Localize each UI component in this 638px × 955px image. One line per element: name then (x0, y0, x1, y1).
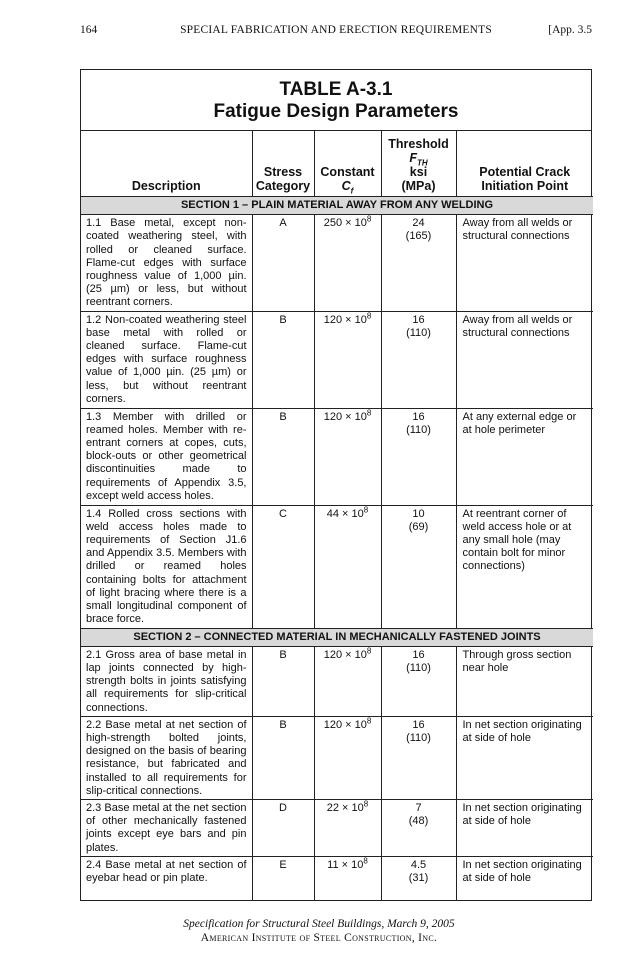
header-row (81, 131, 593, 197)
header-description: Description (81, 131, 252, 197)
row-stress-category: B (252, 646, 314, 716)
row-stress-category: E (252, 856, 314, 901)
row-stress-category: B (252, 716, 314, 799)
table-row (81, 716, 593, 799)
row-threshold: 16 (110) (381, 408, 456, 505)
table-row (81, 800, 593, 857)
row-description: 1.4 Rolled cross sections with weld access holes made to requirements of Section J1.6 and Appendix 3.5. Members with drilled or reamed holes containing bolts for attachment of light bracing where there is a small longitudinal component of brace force. (81, 505, 252, 628)
running-head-title: SPECIAL FABRICATION AND ERECTION REQUIREMENTS (180, 24, 492, 36)
table-row (81, 311, 593, 408)
row-constant: $22 \times 10^8$ (314, 800, 381, 857)
row-constant: $120 \times 10^8$ (314, 408, 381, 505)
row-threshold: 10 (69) (381, 505, 456, 628)
row-crack-initiation: Through gross section near hole (456, 646, 593, 716)
table-row (81, 215, 593, 311)
table-number: TABLE A-3.1 (279, 79, 393, 100)
fatigue-table (80, 69, 592, 901)
row-stress-category: D (252, 800, 314, 857)
row-stress-category: B (252, 311, 314, 408)
row-constant: $44 \times 10^8$ (314, 505, 381, 628)
row-description: 2.1 Gross area of base metal in lap joints connected by high-strength bolts in joints satisfying all requirements for slip-critical connections. (81, 646, 252, 716)
page-footer (0, 917, 638, 945)
row-threshold: 7 (48) (381, 800, 456, 857)
row-constant: $120 \times 10^8$ (314, 646, 381, 716)
section-header-row (81, 628, 593, 646)
header-stress-category: Stress Category (252, 131, 314, 197)
table-row (81, 505, 593, 628)
row-threshold: 16 (110) (381, 311, 456, 408)
table-row (81, 646, 593, 716)
footer-spec-title: Specification for Structural Steel Buildings, March 9, 2005 (183, 918, 455, 930)
section-title: SECTION 2 – CONNECTED MATERIAL IN MECHANICALLY FASTENED JOINTS (81, 628, 593, 646)
row-description: 2.4 Base metal at net section of eyebar head or pin plate. (81, 856, 252, 901)
row-crack-initiation: In net section originating at side of hole (462, 858, 582, 885)
row-description: 2.2 Base metal at net section of high-strength bolted joints, designed on the basis of bearing resistance, but fabricated and installed to all requirements for slip-critical connections. (81, 716, 252, 799)
header-threshold: Threshold $F_{TH}$ ksi (MPa) (381, 131, 456, 197)
row-crack-initiation: At any external edge or at hole perimeter (456, 408, 593, 505)
row-description: 1.1 Base metal, except non-coated weathering steel, with rolled or cleaned surface. Flame-cut edges with surface roughness value of 1,000 µin. (25 µm) or less, but without reentrant corners. (81, 215, 252, 311)
row-stress-category: C (252, 505, 314, 628)
row-crack-initiation: In net section originating at side of hole (456, 716, 593, 799)
header-crack-initiation: Potential Crack Initiation Point (456, 131, 593, 197)
page-number: 164 (80, 24, 98, 36)
row-crack-initiation: In net section originating at side of hole (456, 800, 593, 857)
header-constant: Constant $C_f$ (314, 131, 381, 197)
table-grid (81, 131, 593, 901)
table-row (81, 856, 593, 901)
section-header-row (81, 197, 593, 215)
row-description: 1.2 Non-coated weathering steel base metal with rolled or cleaned surface. Flame-cut edges with surface roughness value of 1,000 µin. (25 µm) or less, but without reentrant corners. (81, 311, 252, 408)
row-stress-category: B (252, 408, 314, 505)
running-head (80, 24, 592, 40)
row-crack-initiation: Away from all welds or structural connections (456, 215, 593, 311)
row-threshold: 4.5 (31) (381, 856, 456, 901)
row-threshold: 16 (110) (381, 716, 456, 799)
row-constant: $120 \times 10^8$ (314, 716, 381, 799)
table-caption: Fatigue Design Parameters (213, 101, 459, 122)
row-threshold: 16 (110) (381, 646, 456, 716)
row-stress-category: A (252, 215, 314, 311)
row-crack-initiation: Away from all welds or structural connections (456, 311, 593, 408)
row-constant: $120 \times 10^8$ (314, 311, 381, 408)
row-threshold: 24 (165) (381, 215, 456, 311)
row-constant: $250 \times 10^8$ (314, 215, 381, 311)
appendix-reference: [App. 3.5 (548, 24, 592, 36)
table-row (81, 408, 593, 505)
table-title (81, 70, 591, 131)
row-description: 1.3 Member with drilled or reamed holes. Member with re-entrant corners at copes, cuts, block-outs or other geometrical discontinuities made to requirements of Appendix 3.5, except weld access holes. (81, 408, 252, 505)
row-crack-initiation: At reentrant corner of weld access hole or at any small hole (may contain bolt for minor connections) (456, 505, 593, 628)
row-constant: $11 \times 10^8$ (314, 856, 381, 901)
row-description: 2.3 Base metal at the net section of other mechanically fastened joints except eye bars and pin plates. (81, 800, 252, 857)
footer-publisher: American Institute of Steel Construction, Inc. (200, 932, 438, 944)
section-title: SECTION 1 – PLAIN MATERIAL AWAY FROM ANY WELDING (81, 197, 593, 215)
